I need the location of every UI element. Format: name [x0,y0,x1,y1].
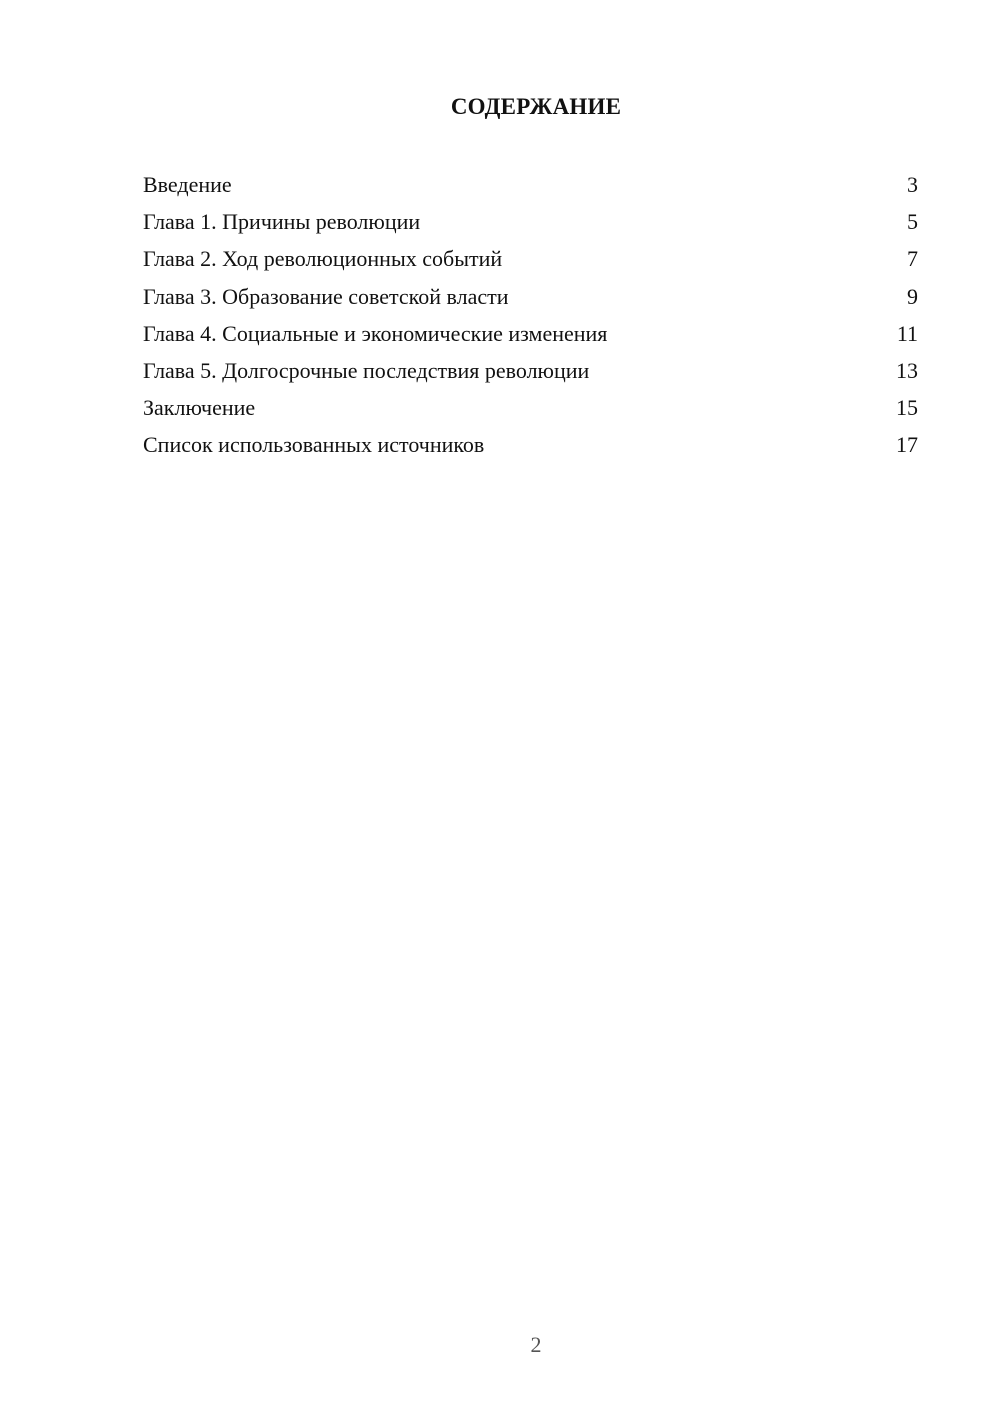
toc-list [143,168,918,466]
toc-entry-page: 9 [907,283,918,309]
toc-entry-label: Список использованных источников [143,432,485,458]
toc-entry-page: 17 [896,432,918,458]
toc-entry-references[interactable] [143,428,918,465]
toc-entry-page: 7 [907,246,918,272]
toc-entry-page: 15 [896,395,918,421]
toc-entry-chapter-1[interactable] [143,205,918,242]
toc-entry-page: 13 [896,357,918,383]
toc-entry-label: Глава 3. Образование советской власти [143,283,509,309]
toc-entry-label: Глава 5. Долгосрочные последствия революции [143,357,590,383]
page-number: 2 [530,1332,542,1357]
toc-entry-page: 5 [907,209,918,235]
toc-entry-introduction[interactable] [143,168,918,205]
toc-entry-label: Глава 2. Ход революционных событий [143,246,503,272]
toc-entry-label: Глава 1. Причины революции [143,209,421,235]
toc-entry-label: Заключение [143,395,256,421]
toc-title: СОДЕРЖАНИЕ [450,94,622,119]
toc-entry-page: 3 [907,172,918,197]
toc-entry-conclusion[interactable] [143,391,918,428]
toc-entry-page: 11 [896,320,918,346]
toc-entry-chapter-3[interactable] [143,280,918,317]
toc-entry-chapter-4[interactable] [143,317,918,354]
toc-entry-chapter-2[interactable] [143,242,918,279]
toc-entry-chapter-5[interactable] [143,354,918,391]
toc-entry-label: Введение [143,172,232,197]
toc-entry-label: Глава 4. Социальные и экономические изменения [143,320,608,346]
